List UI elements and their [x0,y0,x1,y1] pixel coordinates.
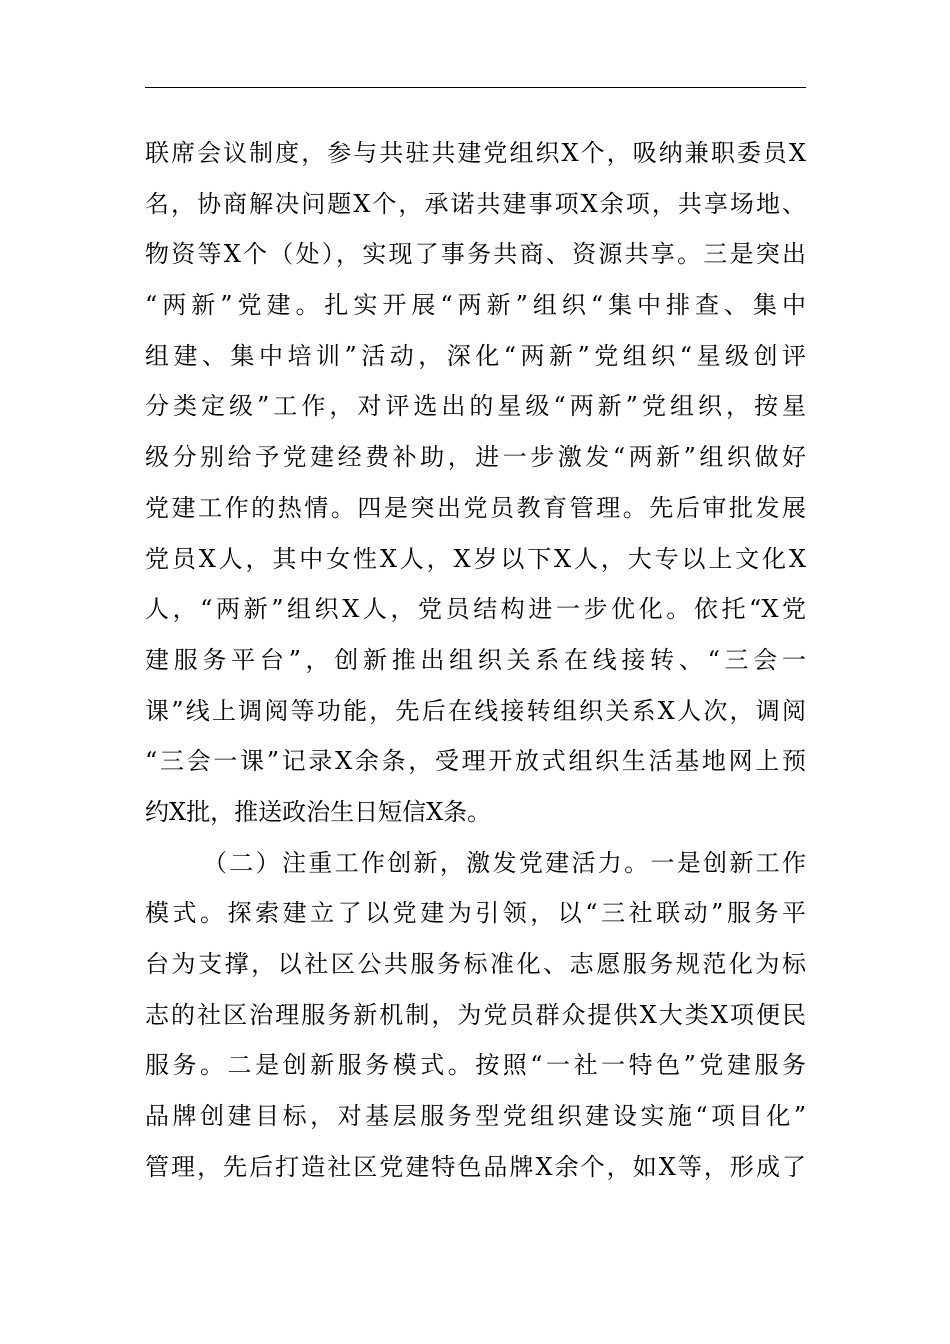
text-line: 管理，先后打造社区党建特色品牌X余个，如X等，形成了 [145,1152,806,1181]
text-line: “两新”党建。扎实开展“两新”组织“集中排查、集中 [145,291,806,320]
text-line: 物资等X个（处），实现了事务共商、资源共享。三是突出 [145,240,806,269]
body-text [145,128,806,1192]
text-line: 台为支撑，以社区公共服务标准化、志愿服务规范化为标 [145,950,806,978]
section-heading-line: （二）注重工作创新，激发党建活力。一是创新工作 [203,848,806,877]
text-line: 分类定级”工作，对评选出的星级“两新”党组织，按星 [145,392,806,421]
text-line: 党员X人，其中女性X人，X岁以下X人，大专以上文化X [145,544,806,573]
text-line: 级分别给予党建经费补助，进一步激发“两新”组织做好 [145,443,806,472]
text-line: 模式。探索建立了以党建为引领，以“三社联动”服务平 [145,899,806,928]
text-line: 组建、集中培训”活动，深化“两新”党组织“星级创评 [145,341,806,370]
text-line: 课”线上调阅等功能，先后在线接转组织关系X人次，调阅 [145,696,806,725]
text-line: 品牌创建目标，对基层服务型党组织建设实施“项目化” [145,1102,806,1131]
text-line: 人，“两新”组织X人，党员结构进一步优化。依托“X党 [145,595,806,624]
text-line: 联席会议制度，参与共驻共建党组织X个，吸纳兼职委员X [145,139,806,167]
text-line: 建服务平台”，创新推出组织关系在线接转、“三会一 [145,645,806,674]
text-line: “三会一课”记录X余条，受理开放式组织生活基地网上预 [145,747,806,776]
text-line: 服务。二是创新服务模式。按照“一社一特色”党建服务 [145,1051,806,1080]
text-line: 名，协商解决问题X个，承诺共建事项X余项，共享场地、 [145,189,806,218]
header-rule [145,87,806,88]
text-line: 志的社区治理服务新机制，为党员群众提供X大类X项便民 [145,1000,806,1029]
text-line: 约X批，推送政治生日短信X条。 [145,797,492,826]
text-line: 党建工作的热情。四是突出党员教育管理。先后审批发展 [145,493,806,522]
